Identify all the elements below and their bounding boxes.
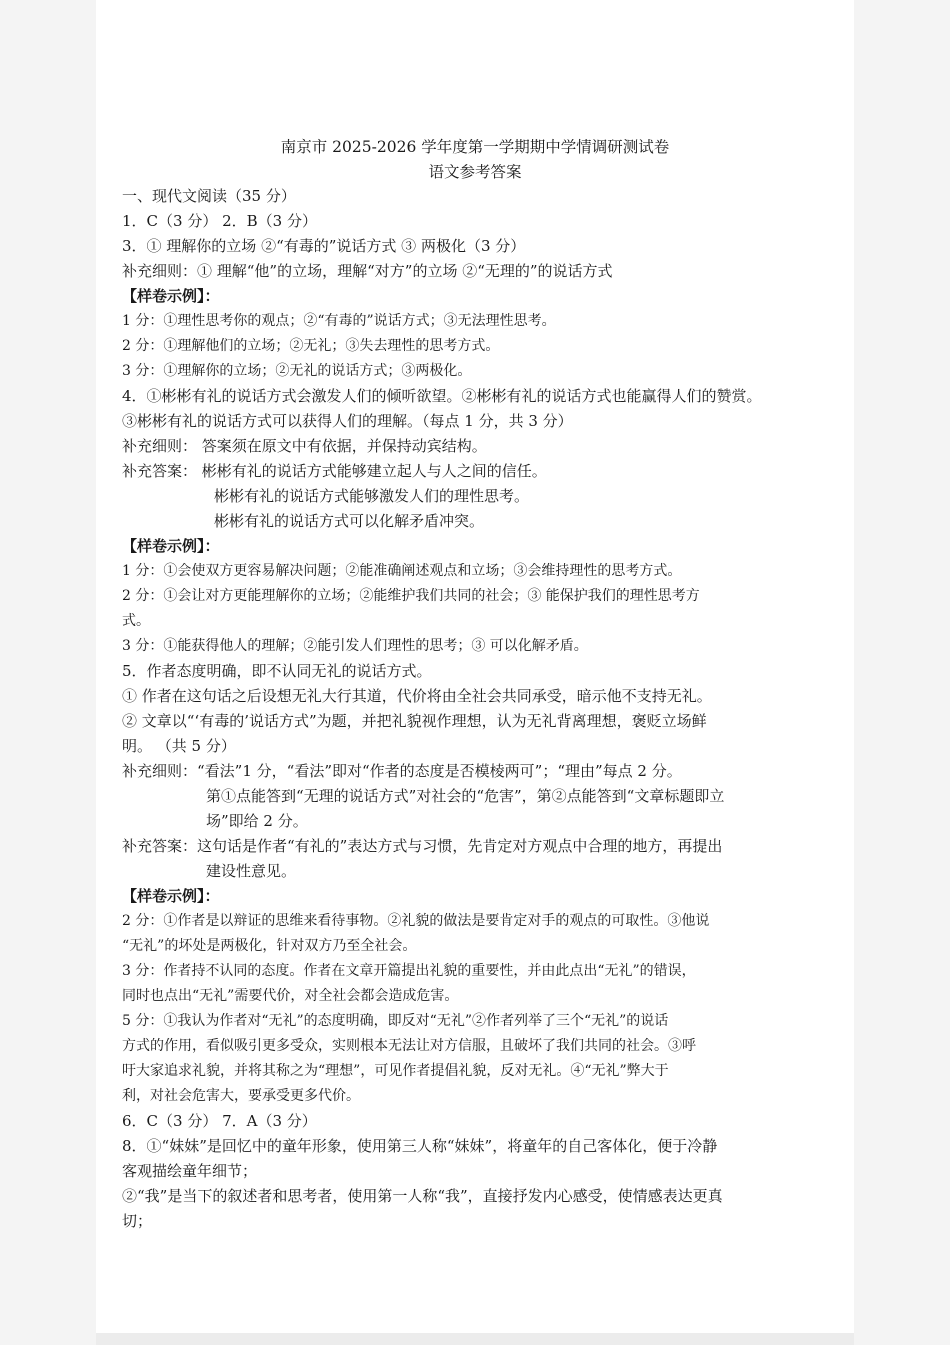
answer-line: 切； xyxy=(122,1212,153,1230)
sample-line: 方式的作用，看似吸引更多受众，实则根本无法让对方信服，且破坏了我们共同的社会。③呼 xyxy=(122,1038,696,1054)
answer-line: ②“我”是当下的叙述者和思考者，使用第一人称“我”，直接抒发内心感受，使情感表达更真 xyxy=(122,1187,723,1205)
page-bottom-edge xyxy=(96,1333,854,1345)
answer-line: 5．作者态度明确，即不认同无礼的说话方式。 xyxy=(122,662,432,680)
sample-line: 同时也点出“无礼”需要代价，对全社会都会造成危害。 xyxy=(122,988,459,1004)
supplement-line: 彬彬有礼的说话方式可以化解矛盾冲突。 xyxy=(214,512,485,530)
supplement-line: 补充答案：这句话是作者“有礼的”表达方式与习惯，先肯定对方观点中合理的地方，再提出 xyxy=(122,837,723,855)
answer-line: ② 文章以“‘有毒的’说话方式”为题，并把礼貌视作理想，认为无礼背离理想，褒贬立场鲜 xyxy=(122,712,707,730)
supplement-line: 补充细则： 答案须在原文中有依据，并保持动宾结构。 xyxy=(122,437,487,455)
sample-line: 1 分：①会使双方更容易解决问题；②能准确阐述观点和立场；③会维持理性的思考方式。 xyxy=(122,563,682,579)
supplement-line: 建设性意见。 xyxy=(206,862,297,880)
answer-line: ① 作者在这句话之后设想无礼大行其道，代价将由全社会共同承受，暗示他不支持无礼。 xyxy=(122,687,712,705)
sample-heading: 【样卷示例】： xyxy=(122,287,220,305)
sample-heading: 【样卷示例】： xyxy=(122,537,220,555)
sample-line: 式。 xyxy=(122,613,150,629)
answer-line: 4．①彬彬有礼的说话方式会激发人们的倾听欲望。②彬彬有礼的说话方式也能赢得人们的赞赏。 xyxy=(122,387,762,405)
sample-line: 利，对社会危害大，要承受更多代价。 xyxy=(122,1088,360,1104)
sample-heading: 【样卷示例】： xyxy=(122,887,220,905)
supplement-line: 补充答案： 彬彬有礼的说话方式能够建立起人与人之间的信任。 xyxy=(122,462,547,480)
sample-line: “无礼”的坏处是两极化，针对双方乃至全社会。 xyxy=(122,938,417,954)
sample-line: 2 分：①作者是以辩证的思维来看待事物。②礼貌的做法是要肯定对手的观点的可取性。③他说 xyxy=(122,913,710,929)
sample-line: 吁大家追求礼貌，并将其称之为“理想”，可见作者提倡礼貌，反对无礼。④“无礼”弊大于 xyxy=(122,1063,669,1079)
sample-line: 3 分：①理解你的立场；②无礼的说话方式；③两极化。 xyxy=(122,363,472,379)
supplement-line: 补充细则：① 理解“他”的立场，理解“对方”的立场 ②“无理的”的说话方式 xyxy=(122,262,613,280)
answer-line: 8．①“妹妹”是回忆中的童年形象，使用第三人称“妹妹”，将童年的自己客体化，便于冷静 xyxy=(122,1137,718,1155)
supplement-line: 彬彬有礼的说话方式能够激发人们的理性思考。 xyxy=(214,487,530,505)
sample-line: 5 分：①我认为作者对“无礼”的态度明确，即反对“无礼”②作者列举了三个“无礼”的说话 xyxy=(122,1013,669,1029)
sample-line: 1 分：①理性思考你的观点；②“有毒的”说话方式；③无法理性思考。 xyxy=(122,313,556,329)
document-title: 南京市 2025-2026 学年度第一学期期中学情调研测试卷 xyxy=(280,138,670,156)
answer-line: ③彬彬有礼的说话方式可以获得人们的理解。（每点 1 分，共 3 分） xyxy=(122,412,573,430)
supplement-line: 第①点能答到“无理的说话方式”对社会的“危害”，第②点能答到“文章标题即立 xyxy=(206,787,725,805)
document-subtitle: 语文参考答案 xyxy=(428,163,522,181)
section-heading: 一、现代文阅读（35 分） xyxy=(122,187,296,205)
supplement-line: 场”即给 2 分。 xyxy=(206,812,308,830)
supplement-line: 补充细则：“看法”1 分，“看法”即对“作者的态度是否模棱两可”；“理由”每点 2 分。 xyxy=(122,762,682,780)
sample-line: 2 分：①理解他们的立场；②无礼；③失去理性的思考方式。 xyxy=(122,338,500,354)
answer-line: 客观描绘童年细节； xyxy=(122,1162,258,1180)
sample-line: 3 分：①能获得他人的理解；②能引发人们理性的思考；③ 可以化解矛盾。 xyxy=(122,638,588,654)
answer-line: 3．① 理解你的立场 ②“有毒的”说话方式 ③ 两极化（3 分） xyxy=(122,237,526,255)
answer-line: 明。 （共 5 分） xyxy=(122,737,236,755)
sample-line: 3 分：作者持不认同的态度。作者在文章开篇提出礼貌的重要性，并由此点出“无礼”的错误， xyxy=(122,963,696,979)
answer-line: 1．C（3 分） 2．B（3 分） xyxy=(122,212,317,230)
sample-line: 2 分：①会让对方更能理解你的立场；②能维护我们共同的社会；③ 能保护我们的理性思考方 xyxy=(122,588,700,604)
answer-line: 6．C（3 分） 7．A（3 分） xyxy=(122,1112,317,1130)
